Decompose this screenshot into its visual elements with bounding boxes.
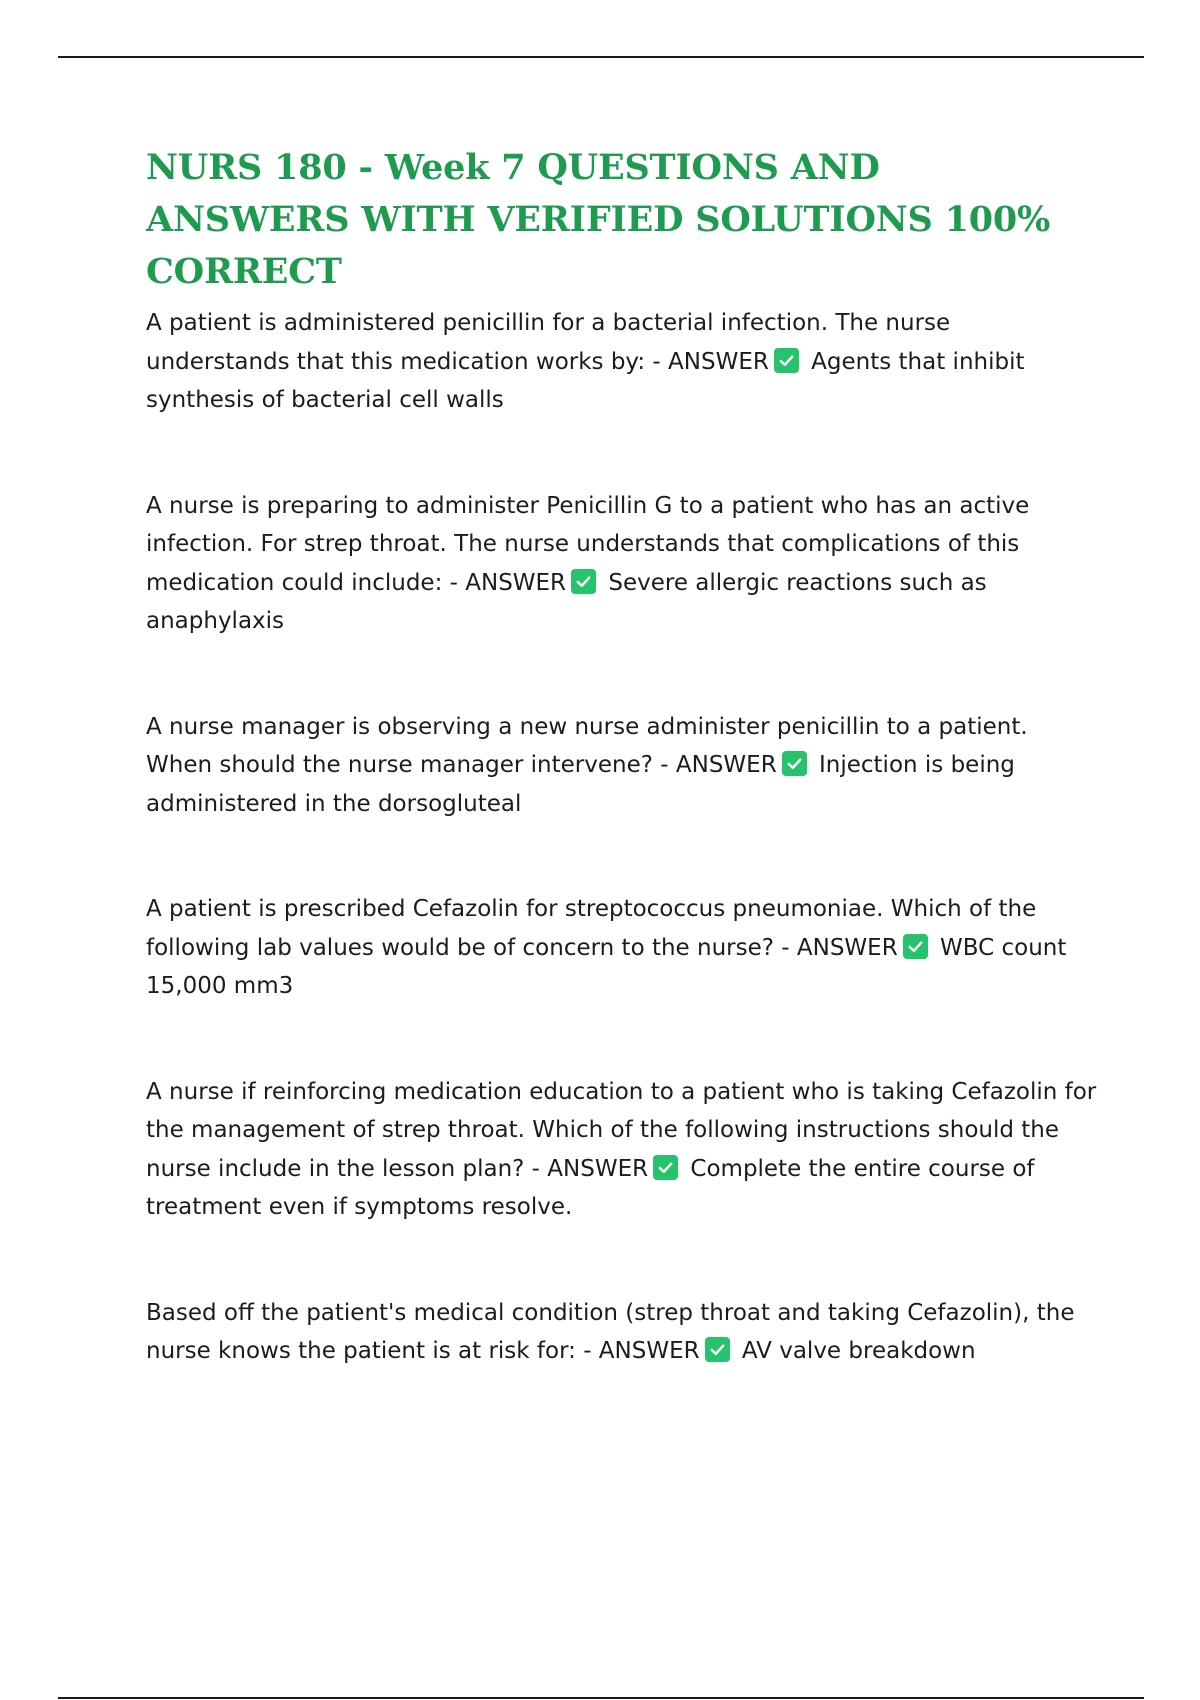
check-mark-icon xyxy=(903,934,928,959)
qa-item xyxy=(146,304,1098,420)
answer-text: AV valve breakdown xyxy=(741,1338,976,1364)
answer-text: Severe allergic reactions such as anaphylaxis xyxy=(146,569,987,634)
check-mark-icon xyxy=(782,751,807,776)
qa-item xyxy=(146,1294,1098,1371)
top-rule xyxy=(58,56,1144,58)
document-title: NURS 180 - Week 7 QUESTIONS AND ANSWERS WITH VERIFIED SOLUTIONS 100% CORRECT xyxy=(146,147,1051,292)
answer-text: WBC count 15,000 mm3 xyxy=(146,934,1067,999)
bottom-rule xyxy=(58,1697,1144,1699)
answer-text: Complete the entire course of treatment even if symptoms resolve. xyxy=(146,1155,1035,1220)
check-mark-icon xyxy=(571,569,596,594)
qa-item xyxy=(146,708,1098,824)
check-mark-icon xyxy=(653,1155,678,1180)
question-text: A patient is administered penicillin for a bacterial infection. The nurse understands that this medication works by: - ANSWER xyxy=(146,310,951,375)
question-text: A nurse is preparing to administer Penicillin G to a patient who has an active infection. For strep throat. The nurse understands that complications of this medication could include: - ANSWER xyxy=(146,492,1030,596)
check-mark-icon xyxy=(705,1337,730,1362)
answer-text: Agents that inhibit synthesis of bacterial cell walls xyxy=(146,348,1025,413)
answer-text: Injection is being administered in the dorsogluteal xyxy=(146,752,1015,817)
qa-item xyxy=(146,1073,1098,1227)
question-text: A patient is prescribed Cefazolin for streptococcus pneumoniae. Which of the following lab values would be of concern to the nurse? - ANSWER xyxy=(146,896,1037,961)
qa-item xyxy=(146,890,1098,1006)
qa-list xyxy=(146,304,1098,1371)
qa-item xyxy=(146,487,1098,641)
question-text: A nurse if reinforcing medication education to a patient who is taking Cefazolin for the management of strep throat. Which of the following instructions should the nurse include in the lesson plan? - ANSWER xyxy=(146,1078,1097,1182)
question-text: A nurse manager is observing a new nurse administer penicillin to a patient. When should the nurse manager intervene? - ANSWER xyxy=(146,713,1028,778)
question-text: Based off the patient's medical condition (strep throat and taking Cefazolin), the nurse knows the patient is at risk for: - ANSWER xyxy=(146,1299,1075,1364)
check-mark-icon xyxy=(774,348,799,373)
